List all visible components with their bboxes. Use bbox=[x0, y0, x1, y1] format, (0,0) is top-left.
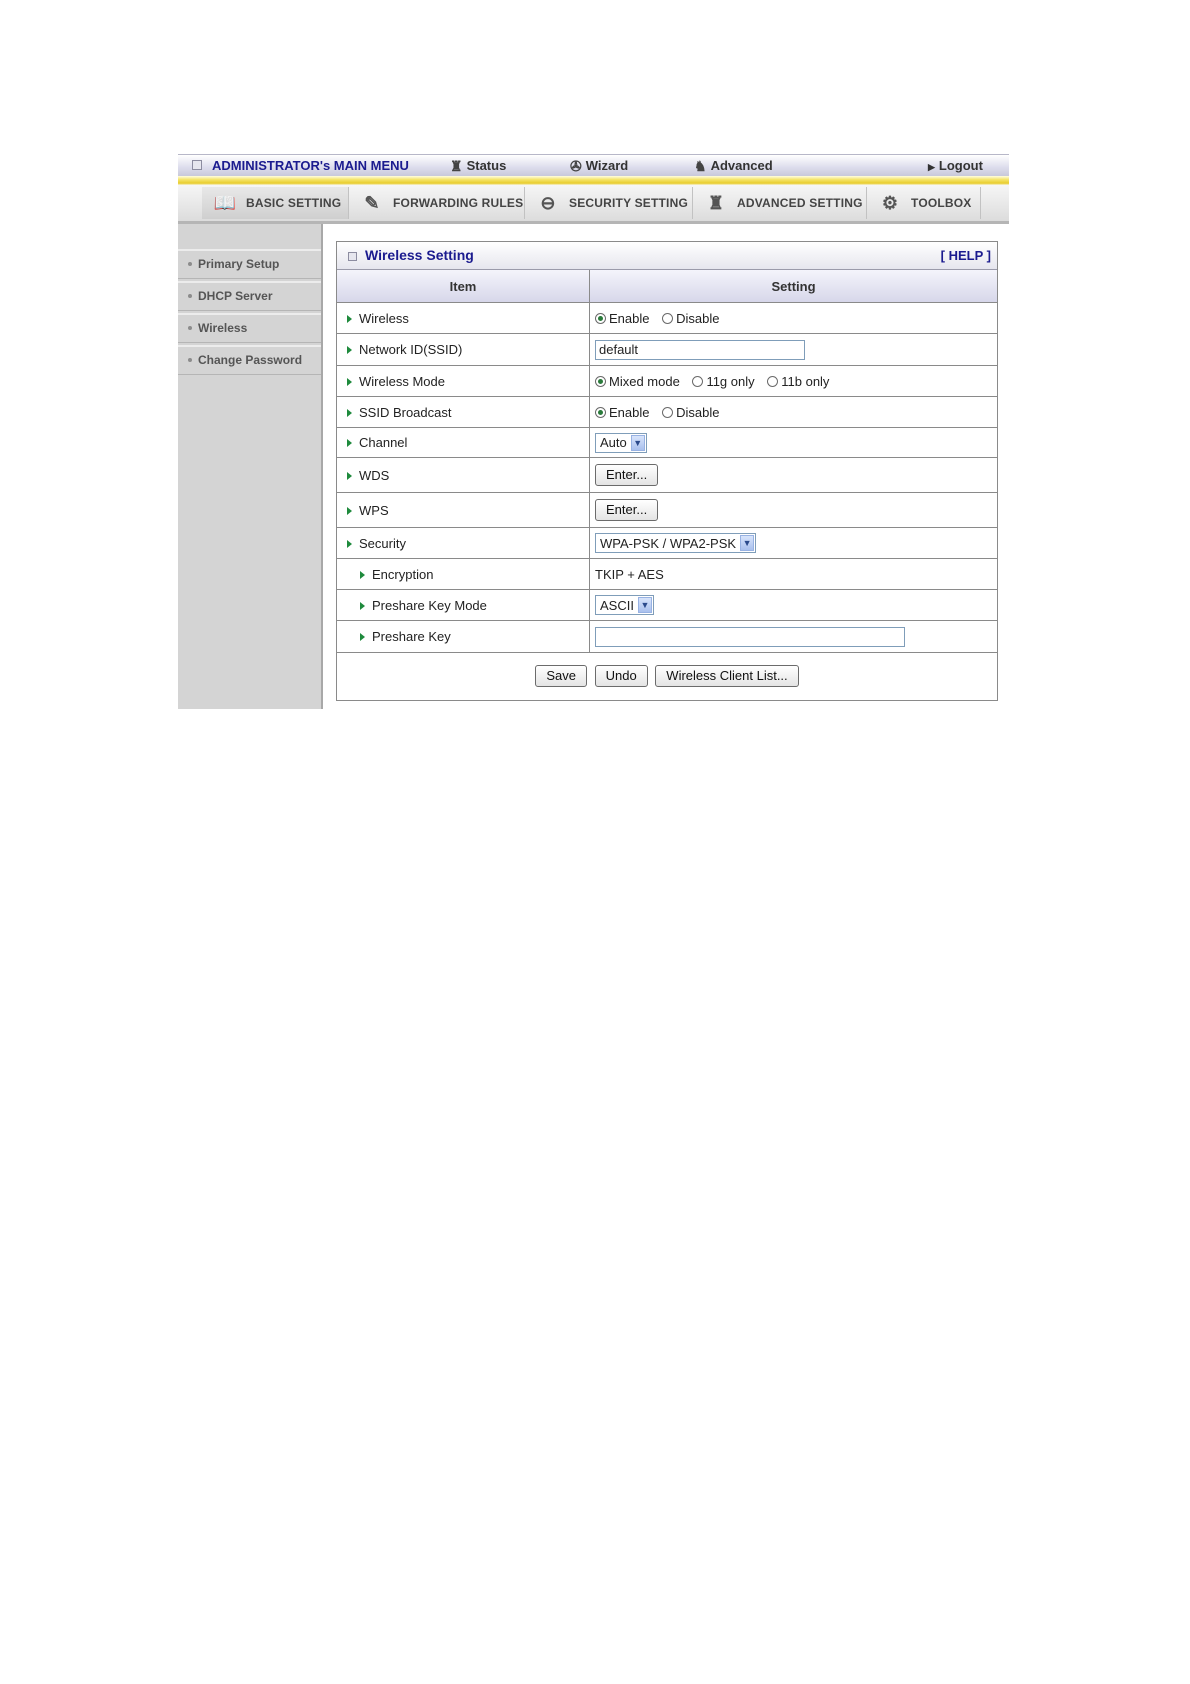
chevron-down-icon: ▼ bbox=[638, 597, 652, 613]
mode-11b-radio[interactable] bbox=[767, 376, 778, 387]
row-value-cell: Enable Disable bbox=[590, 397, 998, 428]
wireless-client-list-button[interactable]: Wireless Client List... bbox=[655, 665, 798, 687]
sidebar-item-dhcp-server[interactable]: DHCP Server bbox=[178, 281, 321, 311]
save-button[interactable]: Save bbox=[535, 665, 587, 687]
column-header-setting: Setting bbox=[590, 270, 998, 303]
bullet-icon bbox=[188, 294, 192, 298]
advanced-link[interactable]: ♞ Advanced bbox=[694, 158, 773, 174]
mode-11g-radio[interactable] bbox=[692, 376, 703, 387]
bullet-icon bbox=[188, 358, 192, 362]
help-link[interactable]: [ HELP ] bbox=[940, 248, 991, 263]
security-select[interactable]: WPA-PSK / WPA2-PSK ▼ bbox=[595, 533, 756, 553]
arrow-icon bbox=[347, 315, 352, 323]
bullet-icon bbox=[188, 326, 192, 330]
table-row-wds bbox=[337, 458, 997, 493]
security-setting-icon: ⊖ bbox=[540, 193, 556, 213]
bullet-icon bbox=[188, 262, 192, 266]
row-value-cell bbox=[590, 334, 998, 366]
table-row-preshare-key-mode bbox=[337, 590, 997, 621]
broadcast-enable-radio[interactable] bbox=[595, 407, 606, 418]
chevron-down-icon: ▼ bbox=[740, 535, 754, 551]
logout-link[interactable]: ▶ Logout bbox=[928, 158, 983, 173]
menu-square-icon bbox=[192, 160, 202, 170]
router-admin-frame bbox=[178, 154, 1009, 709]
settings-table bbox=[337, 270, 997, 698]
table-row-wireless-mode bbox=[337, 366, 997, 397]
mode-mixed-radio[interactable] bbox=[595, 376, 606, 387]
sidebar-item-change-password[interactable]: Change Password bbox=[178, 345, 321, 375]
toolbox-icon: ⚙ bbox=[881, 193, 899, 213]
row-label-cell: Network ID(SSID) bbox=[337, 334, 590, 366]
table-row-wps bbox=[337, 493, 997, 528]
broadcast-disable-radio[interactable] bbox=[662, 407, 673, 418]
table-row-encryption bbox=[337, 559, 997, 590]
row-value-cell bbox=[590, 493, 998, 528]
row-value-cell bbox=[590, 621, 998, 653]
row-value-cell: Enable Disable bbox=[590, 303, 998, 334]
row-value-cell bbox=[590, 528, 998, 559]
wps-enter-button[interactable]: Enter... bbox=[595, 499, 658, 521]
panel-title: Wireless Setting bbox=[365, 247, 474, 263]
tab-toolbox[interactable]: ⚙ TOOLBOX bbox=[867, 187, 981, 219]
arrow-icon bbox=[347, 472, 352, 480]
wizard-icon: ✇ bbox=[570, 158, 582, 174]
panel-square-icon bbox=[348, 252, 357, 261]
main-menu-bar bbox=[178, 154, 1009, 176]
table-row-security bbox=[337, 528, 997, 559]
arrow-icon bbox=[347, 540, 352, 548]
row-label-cell: Security bbox=[337, 528, 590, 559]
sidebar bbox=[178, 224, 323, 709]
status-link[interactable]: ♜ Status bbox=[450, 158, 507, 174]
forwarding-rules-icon: ✎ bbox=[364, 193, 380, 213]
column-header-item: Item bbox=[337, 270, 590, 303]
chevron-down-icon: ▼ bbox=[631, 435, 645, 451]
row-label-cell: SSID Broadcast bbox=[337, 397, 590, 428]
row-label-cell: Wireless bbox=[337, 303, 590, 334]
basic-setting-icon: 📖 bbox=[213, 193, 237, 213]
row-value-cell bbox=[590, 590, 998, 621]
arrow-icon bbox=[347, 507, 352, 515]
arrow-icon bbox=[347, 378, 352, 386]
wireless-setting-panel bbox=[336, 241, 998, 701]
arrow-icon bbox=[347, 409, 352, 417]
row-value-cell bbox=[590, 458, 998, 493]
tab-security-setting[interactable]: ⊖ SECURITY SETTING bbox=[525, 187, 693, 219]
wireless-disable-radio[interactable] bbox=[662, 313, 673, 324]
button-cell bbox=[337, 653, 997, 699]
logout-arrow-icon: ▶ bbox=[928, 162, 935, 172]
wds-enter-button[interactable]: Enter... bbox=[595, 464, 658, 486]
wizard-link[interactable]: ✇ Wizard bbox=[570, 158, 629, 174]
arrow-icon bbox=[360, 571, 365, 579]
row-value-cell bbox=[590, 428, 998, 458]
button-row bbox=[337, 653, 997, 699]
channel-select[interactable]: Auto ▼ bbox=[595, 433, 647, 453]
row-label-cell: Preshare Key Mode bbox=[337, 590, 590, 621]
undo-button[interactable]: Undo bbox=[595, 665, 648, 687]
advanced-setting-icon: ♜ bbox=[707, 193, 725, 213]
key-mode-select[interactable]: ASCII ▼ bbox=[595, 595, 654, 615]
encryption-value: TKIP + AES bbox=[590, 559, 998, 590]
row-label-cell: Channel bbox=[337, 428, 590, 458]
status-person-icon: ♜ bbox=[450, 158, 463, 174]
arrow-icon bbox=[360, 602, 365, 610]
table-row-ssid bbox=[337, 334, 997, 366]
accent-stripe bbox=[178, 176, 1009, 185]
category-tabs bbox=[178, 185, 1009, 224]
table-row-wireless bbox=[337, 303, 997, 334]
arrow-icon bbox=[347, 346, 352, 354]
table-row-ssid-broadcast bbox=[337, 397, 997, 428]
advanced-icon: ♞ bbox=[694, 158, 707, 174]
arrow-icon bbox=[360, 633, 365, 641]
row-label-cell: Preshare Key bbox=[337, 621, 590, 653]
table-row-channel bbox=[337, 428, 997, 458]
main-menu-title: ADMINISTRATOR's MAIN MENU bbox=[192, 158, 409, 173]
tab-forwarding-rules[interactable]: ✎ FORWARDING RULES bbox=[349, 187, 525, 219]
preshare-key-input[interactable] bbox=[595, 627, 905, 647]
panel-header bbox=[337, 242, 997, 270]
wireless-enable-radio[interactable] bbox=[595, 313, 606, 324]
row-label-cell: WDS bbox=[337, 458, 590, 493]
sidebar-item-primary-setup[interactable]: Primary Setup bbox=[178, 249, 321, 279]
row-value-cell: Mixed mode 11g only 11b only bbox=[590, 366, 998, 397]
tab-basic-setting[interactable]: 📖 BASIC SETTING bbox=[202, 187, 349, 219]
row-label-cell: Encryption bbox=[337, 559, 590, 590]
sidebar-item-wireless[interactable]: Wireless bbox=[178, 313, 321, 343]
arrow-icon bbox=[347, 439, 352, 447]
table-row-preshare-key bbox=[337, 621, 997, 653]
row-label-cell: WPS bbox=[337, 493, 590, 528]
row-label-cell: Wireless Mode bbox=[337, 366, 590, 397]
ssid-input[interactable]: default bbox=[595, 340, 805, 360]
tab-advanced-setting[interactable]: ♜ ADVANCED SETTING bbox=[693, 187, 867, 219]
